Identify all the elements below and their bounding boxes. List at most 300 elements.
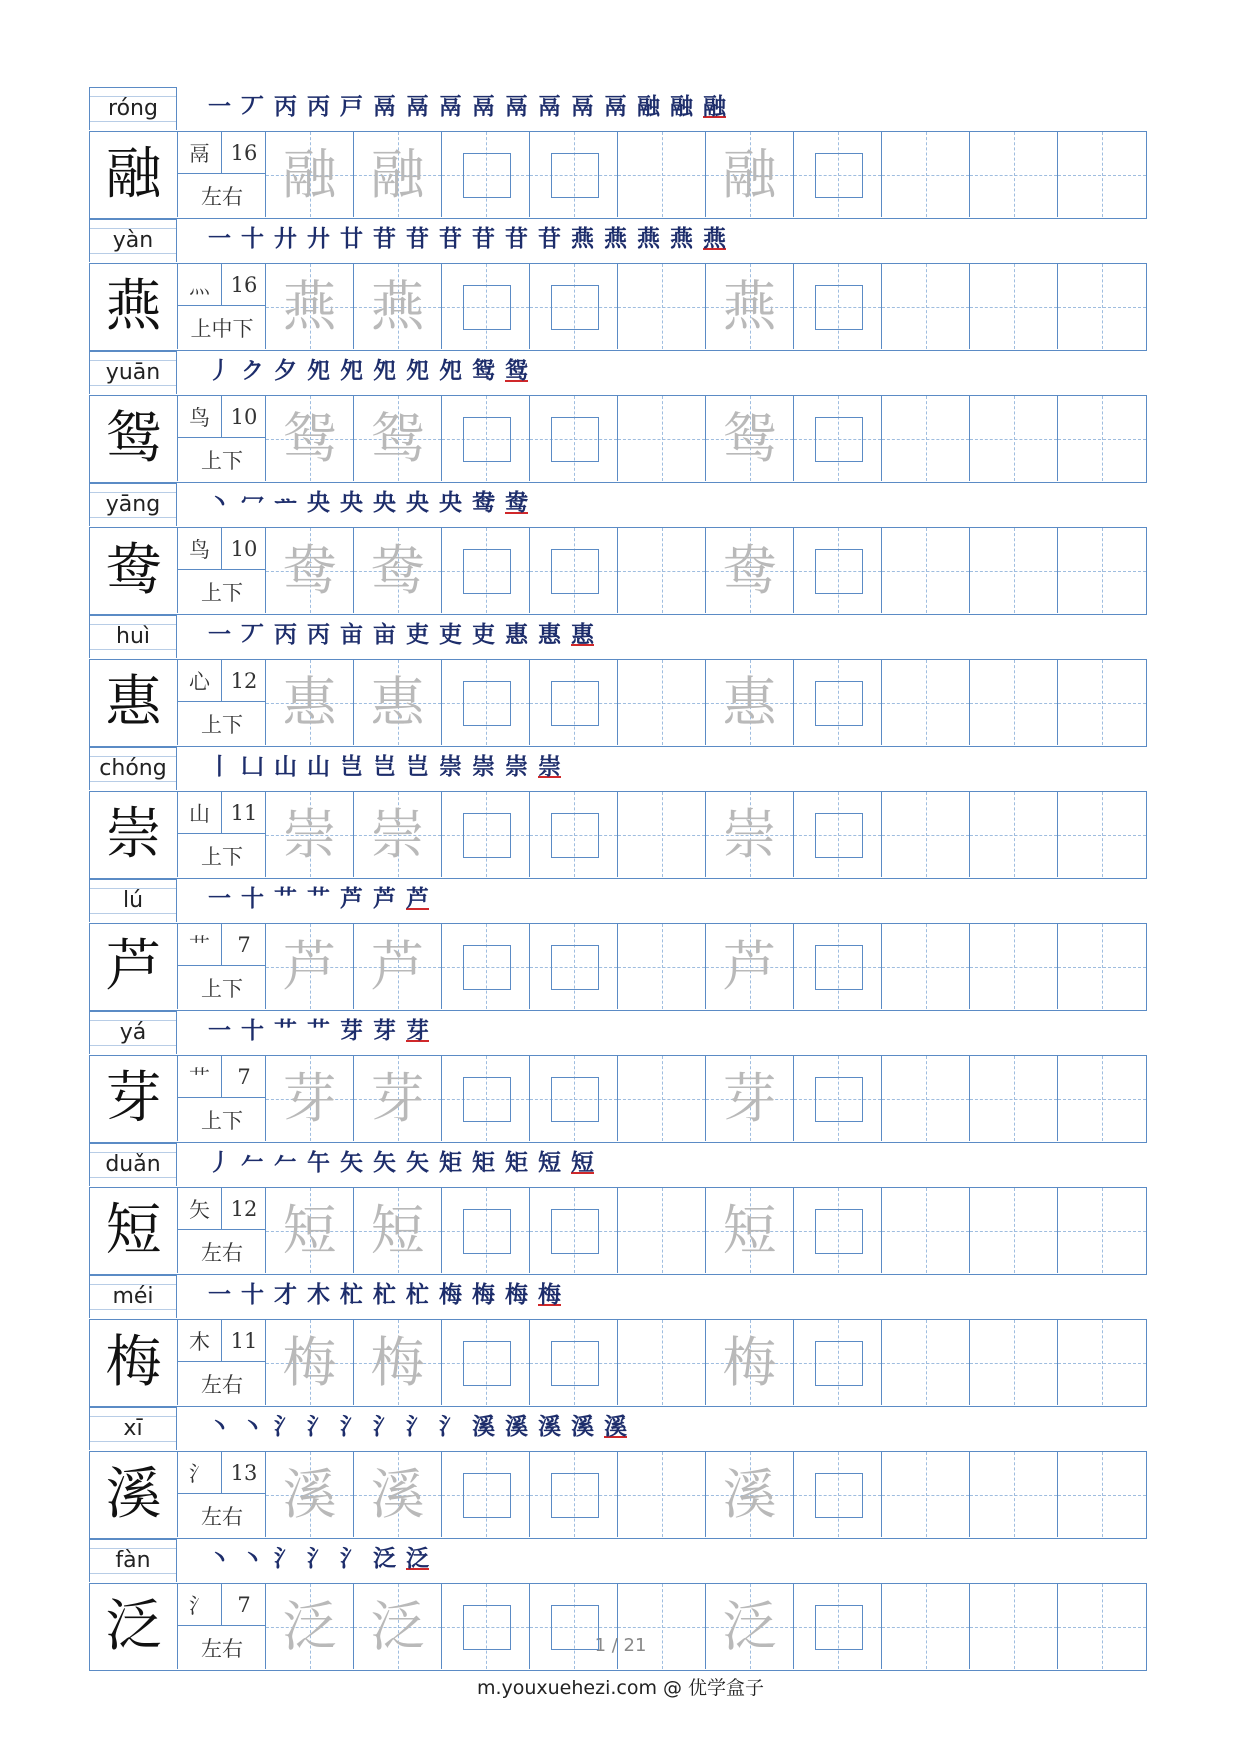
character-entry [89,747,1147,879]
practice-cell[interactable] [1058,660,1146,745]
trace-cell[interactable] [706,132,794,217]
inner-writing-box [463,681,511,726]
practice-cell[interactable] [970,396,1058,481]
stroke-step: 丿 [208,1150,231,1176]
pinyin-box [89,351,177,394]
practice-cell[interactable] [618,1188,706,1273]
stroke-step: 鸳 [505,358,528,384]
structure: 左右 [201,1504,243,1529]
stroke-step: 央 [373,490,396,516]
pinyin-text: róng [105,98,161,120]
stroke-count: 10 [222,396,266,438]
character-entry [89,219,1147,351]
trace-character: 泛 [722,1594,777,1658]
stroke-step: 戸 [340,94,363,120]
stroke-step: 亩 [373,622,396,648]
practice-cell[interactable] [618,1056,706,1141]
inner-writing-box [463,1473,511,1518]
trace-character: 梅 [722,1330,777,1394]
stroke-step: 丶 [241,1414,264,1440]
inner-writing-box [463,1605,511,1650]
practice-grid [89,923,1147,1011]
character-entry [89,879,1147,1011]
stroke-step: 𠂉 [274,1150,297,1176]
stroke-step: 丙 [307,94,330,120]
practice-cell[interactable] [1058,528,1146,613]
boxed-practice-cell[interactable] [442,1452,530,1537]
trace-cell[interactable] [266,264,354,349]
trace-cell[interactable] [354,792,442,877]
inner-writing-box [815,681,863,726]
model-character-cell [90,528,178,613]
trace-cell[interactable] [706,1188,794,1273]
trace-cell[interactable] [354,264,442,349]
stroke-step: 融 [670,94,693,120]
structure: 上下 [201,844,243,869]
character-info [178,1188,266,1273]
trace-cell[interactable] [354,1188,442,1273]
worksheet [89,87,1147,1671]
practice-grid [89,131,1147,219]
stroke-step: 杧 [340,1282,363,1308]
inner-writing-box [551,1077,599,1122]
inner-writing-box [463,549,511,594]
radical: 灬 [178,264,222,306]
trace-cell[interactable] [354,1584,442,1669]
stroke-step: 溪 [538,1414,561,1440]
trace-character: 融 [370,142,425,206]
boxed-practice-cell[interactable] [794,132,882,217]
boxed-practice-cell[interactable] [530,1452,618,1537]
trace-cell[interactable] [706,528,794,613]
practice-cell[interactable] [618,528,706,613]
boxed-practice-cell[interactable] [794,1584,882,1669]
practice-cell[interactable] [618,1320,706,1405]
trace-cell[interactable] [706,1056,794,1141]
pinyin-box [89,483,177,526]
pinyin-row [89,351,1147,395]
structure: 上下 [201,976,243,1001]
boxed-practice-cell[interactable] [530,132,618,217]
inner-writing-box [551,1473,599,1518]
stroke-step: 崇 [439,754,462,780]
stroke-step: 芽 [406,1018,429,1044]
character-info [178,1320,266,1405]
stroke-step: 芦 [373,886,396,912]
trace-character: 溪 [722,1462,777,1526]
stroke-step: 鬲 [406,94,429,120]
stroke-step: 凵 [241,754,264,780]
stroke-step: 短 [571,1150,594,1176]
practice-cell[interactable] [618,132,706,217]
trace-cell[interactable] [266,396,354,481]
stroke-step: 燕 [637,226,660,252]
boxed-practice-cell[interactable] [530,396,618,481]
boxed-practice-cell[interactable] [794,1056,882,1141]
practice-cell[interactable] [970,1452,1058,1537]
boxed-practice-cell[interactable] [530,660,618,745]
stroke-step: 一 [208,94,231,120]
practice-cell[interactable] [1058,1320,1146,1405]
stroke-step: 溪 [604,1414,627,1440]
trace-cell[interactable] [354,924,442,1009]
trace-cell[interactable] [266,1584,354,1669]
pinyin-row [89,483,1147,527]
boxed-practice-cell[interactable] [794,1452,882,1537]
pinyin-row [89,219,1147,263]
trace-character: 燕 [282,274,337,338]
practice-cell[interactable] [1058,132,1146,217]
pinyin-row [89,1407,1147,1451]
model-character-cell [90,396,178,481]
stroke-step: 矢 [406,1150,429,1176]
inner-writing-box [551,681,599,726]
trace-character: 惠 [282,670,337,734]
trace-cell[interactable] [266,924,354,1009]
model-character: 短 [105,1197,162,1263]
radical: 鸟 [178,528,222,570]
boxed-practice-cell[interactable] [794,264,882,349]
stroke-count: 10 [222,528,266,570]
inner-writing-box [815,285,863,330]
stroke-step: 冖 [241,490,264,516]
trace-character: 芦 [282,934,337,998]
inner-writing-box [551,153,599,198]
stroke-step: 丶 [208,1414,231,1440]
trace-cell[interactable] [266,1320,354,1405]
practice-cell[interactable] [618,1452,706,1537]
trace-character: 芽 [370,1066,425,1130]
practice-grid [89,1451,1147,1539]
practice-cell[interactable] [882,132,970,217]
character-entry [89,1143,1147,1275]
stroke-order [204,1151,598,1176]
trace-cell[interactable] [266,1056,354,1141]
boxed-practice-cell[interactable] [442,924,530,1009]
practice-cell[interactable] [1058,924,1146,1009]
practice-cell[interactable] [882,1056,970,1141]
trace-cell[interactable] [706,1584,794,1669]
inner-writing-box [815,153,863,198]
character-entry [89,1011,1147,1143]
practice-cell[interactable] [882,1188,970,1273]
boxed-practice-cell[interactable] [442,1188,530,1273]
boxed-practice-cell[interactable] [442,396,530,481]
stroke-step: 央 [439,490,462,516]
trace-character: 芽 [722,1066,777,1130]
model-character: 鸳 [105,405,162,471]
practice-cell[interactable] [1058,1584,1146,1669]
radical: 氵 [178,1452,222,1494]
trace-cell[interactable] [266,1452,354,1537]
trace-character: 燕 [722,274,777,338]
practice-cell[interactable] [618,660,706,745]
boxed-practice-cell[interactable] [530,924,618,1009]
practice-cell[interactable] [882,1584,970,1669]
trace-cell[interactable] [706,1452,794,1537]
stroke-step: 苷 [505,226,528,252]
stroke-step: 十 [241,886,264,912]
stroke-step: 芽 [340,1018,363,1044]
trace-cell[interactable] [354,1320,442,1405]
practice-cell[interactable] [970,1056,1058,1141]
stroke-step: 丨 [208,754,231,780]
stroke-step: 央 [406,490,429,516]
stroke-step: 木 [307,1282,330,1308]
model-character-cell [90,1056,178,1141]
stroke-step: 燕 [670,226,693,252]
practice-cell[interactable] [970,1320,1058,1405]
stroke-step: 氵 [439,1414,462,1440]
stroke-step: 十 [241,1282,264,1308]
practice-cell[interactable] [618,396,706,481]
boxed-practice-cell[interactable] [530,1320,618,1405]
trace-cell[interactable] [354,660,442,745]
stroke-step: 丆 [241,94,264,120]
stroke-order [204,755,565,780]
stroke-order [204,227,730,252]
trace-character: 鸯 [282,538,337,602]
character-entry [89,615,1147,747]
model-character: 芦 [105,933,162,999]
stroke-step: 丶 [241,1546,264,1572]
inner-writing-box [815,417,863,462]
practice-cell[interactable] [618,1584,706,1669]
model-character-cell [90,792,178,877]
trace-character: 惠 [722,670,777,734]
stroke-step: 鬲 [373,94,396,120]
stroke-step: 泛 [373,1546,396,1572]
stroke-order [204,1415,631,1440]
inner-writing-box [815,1341,863,1386]
practice-cell[interactable] [970,1188,1058,1273]
trace-cell[interactable] [354,132,442,217]
model-character-cell [90,1320,178,1405]
inner-writing-box [551,813,599,858]
stroke-step: 廿 [340,226,363,252]
stroke-step: 岂 [340,754,363,780]
pinyin-text: yàn [110,230,156,252]
inner-writing-box [551,1605,599,1650]
boxed-practice-cell[interactable] [530,792,618,877]
trace-cell[interactable] [706,924,794,1009]
trace-cell[interactable] [354,1056,442,1141]
trace-cell[interactable] [706,1320,794,1405]
inner-writing-box [551,549,599,594]
stroke-step: 丙 [274,622,297,648]
stroke-step: 十 [241,1018,264,1044]
stroke-step: 鬲 [505,94,528,120]
practice-cell[interactable] [970,528,1058,613]
stroke-order [204,1019,433,1044]
practice-cell[interactable] [970,132,1058,217]
pinyin-row [89,1539,1147,1583]
character-info [178,132,266,217]
practice-cell[interactable] [1058,1056,1146,1141]
pinyin-text: lú [120,890,146,912]
practice-cell[interactable] [1058,1452,1146,1537]
practice-cell[interactable] [882,528,970,613]
structure: 上下 [201,580,243,605]
character-info [178,264,266,349]
practice-cell[interactable] [882,396,970,481]
practice-grid [89,791,1147,879]
pinyin-row [89,1011,1147,1055]
stroke-step: 惠 [505,622,528,648]
pinyin-box [89,219,177,262]
boxed-practice-cell[interactable] [530,1584,618,1669]
pinyin-text: xī [120,1418,145,1440]
structure: 上下 [201,712,243,737]
inner-writing-box [551,1209,599,1254]
stroke-count: 12 [222,1188,266,1230]
stroke-step: 鬲 [472,94,495,120]
practice-cell[interactable] [970,924,1058,1009]
stroke-step: 氵 [340,1414,363,1440]
trace-cell[interactable] [266,792,354,877]
inner-writing-box [463,1209,511,1254]
trace-character: 燕 [370,274,425,338]
stroke-step: 鬲 [439,94,462,120]
stroke-step: 氵 [373,1414,396,1440]
practice-cell[interactable] [618,792,706,877]
boxed-practice-cell[interactable] [442,528,530,613]
inner-writing-box [815,813,863,858]
boxed-practice-cell[interactable] [794,660,882,745]
trace-cell[interactable] [354,396,442,481]
stroke-step: 惠 [538,622,561,648]
stroke-step: 夗 [373,358,396,384]
character-info [178,1056,266,1141]
boxed-practice-cell[interactable] [794,1320,882,1405]
inner-writing-box [551,945,599,990]
boxed-practice-cell[interactable] [442,132,530,217]
practice-cell[interactable] [970,792,1058,877]
model-character-cell [90,132,178,217]
stroke-step: 梅 [505,1282,528,1308]
trace-cell[interactable] [706,264,794,349]
boxed-practice-cell[interactable] [442,1056,530,1141]
stroke-step: 一 [208,622,231,648]
practice-cell[interactable] [1058,396,1146,481]
stroke-step: 燕 [604,226,627,252]
practice-grid [89,395,1147,483]
practice-cell[interactable] [618,924,706,1009]
stroke-step: 夗 [340,358,363,384]
stroke-step: 艹 [274,886,297,912]
boxed-practice-cell[interactable] [530,264,618,349]
boxed-practice-cell[interactable] [530,1188,618,1273]
boxed-practice-cell[interactable] [794,528,882,613]
pinyin-text: duǎn [102,1154,163,1176]
practice-cell[interactable] [882,792,970,877]
character-entry [89,483,1147,615]
model-character: 惠 [105,669,162,735]
boxed-practice-cell[interactable] [794,396,882,481]
trace-character: 鸯 [370,538,425,602]
stroke-step: 苷 [373,226,396,252]
stroke-step: 杧 [373,1282,396,1308]
boxed-practice-cell[interactable] [442,264,530,349]
boxed-practice-cell[interactable] [442,1320,530,1405]
trace-cell[interactable] [354,528,442,613]
model-character: 溪 [105,1461,162,1527]
trace-character: 融 [282,142,337,206]
boxed-practice-cell[interactable] [794,1188,882,1273]
stroke-step: 梅 [472,1282,495,1308]
trace-cell[interactable] [266,660,354,745]
practice-cell[interactable] [882,1320,970,1405]
stroke-step: ク [241,358,264,384]
stroke-step: 丿 [208,358,231,384]
stroke-step: 廾 [274,226,297,252]
practice-cell[interactable] [1058,792,1146,877]
boxed-practice-cell[interactable] [794,924,882,1009]
stroke-step: 芦 [340,886,363,912]
structure: 上下 [201,448,243,473]
stroke-step: 芦 [406,886,429,912]
boxed-practice-cell[interactable] [442,792,530,877]
stroke-step: 泛 [406,1546,429,1572]
stroke-step: 才 [274,1282,297,1308]
trace-cell[interactable] [706,792,794,877]
pinyin-box [89,1407,177,1450]
boxed-practice-cell[interactable] [794,792,882,877]
practice-cell[interactable] [618,264,706,349]
stroke-step: 氵 [340,1546,363,1572]
practice-cell[interactable] [1058,1188,1146,1273]
trace-cell[interactable] [706,396,794,481]
practice-cell[interactable] [882,264,970,349]
boxed-practice-cell[interactable] [530,528,618,613]
practice-cell[interactable] [970,660,1058,745]
practice-cell[interactable] [882,1452,970,1537]
pinyin-text: méi [109,1286,156,1308]
stroke-count: 11 [222,1320,266,1362]
practice-cell[interactable] [970,1584,1058,1669]
stroke-count: 7 [222,1584,266,1626]
trace-character: 梅 [370,1330,425,1394]
boxed-practice-cell[interactable] [442,660,530,745]
stroke-step: 矢 [340,1150,363,1176]
practice-cell[interactable] [1058,264,1146,349]
trace-character: 芦 [722,934,777,998]
trace-character: 短 [722,1198,777,1262]
trace-cell[interactable] [266,528,354,613]
practice-cell[interactable] [970,264,1058,349]
practice-cell[interactable] [882,660,970,745]
stroke-step: 丙 [307,622,330,648]
trace-character: 鸯 [722,538,777,602]
stroke-step: 融 [637,94,660,120]
stroke-step: 午 [307,1150,330,1176]
model-character-cell [90,264,178,349]
radical: 艹 [178,1056,222,1098]
structure: 左右 [201,1240,243,1265]
trace-cell[interactable] [266,1188,354,1273]
practice-grid [89,1187,1147,1275]
trace-cell[interactable] [706,660,794,745]
trace-cell[interactable] [266,132,354,217]
pinyin-text: yuān [103,362,163,384]
boxed-practice-cell[interactable] [530,1056,618,1141]
pinyin-box [89,87,177,130]
trace-cell[interactable] [354,1452,442,1537]
stroke-step: 山 [274,754,297,780]
model-character-cell [90,660,178,745]
boxed-practice-cell[interactable] [442,1584,530,1669]
practice-cell[interactable] [882,924,970,1009]
